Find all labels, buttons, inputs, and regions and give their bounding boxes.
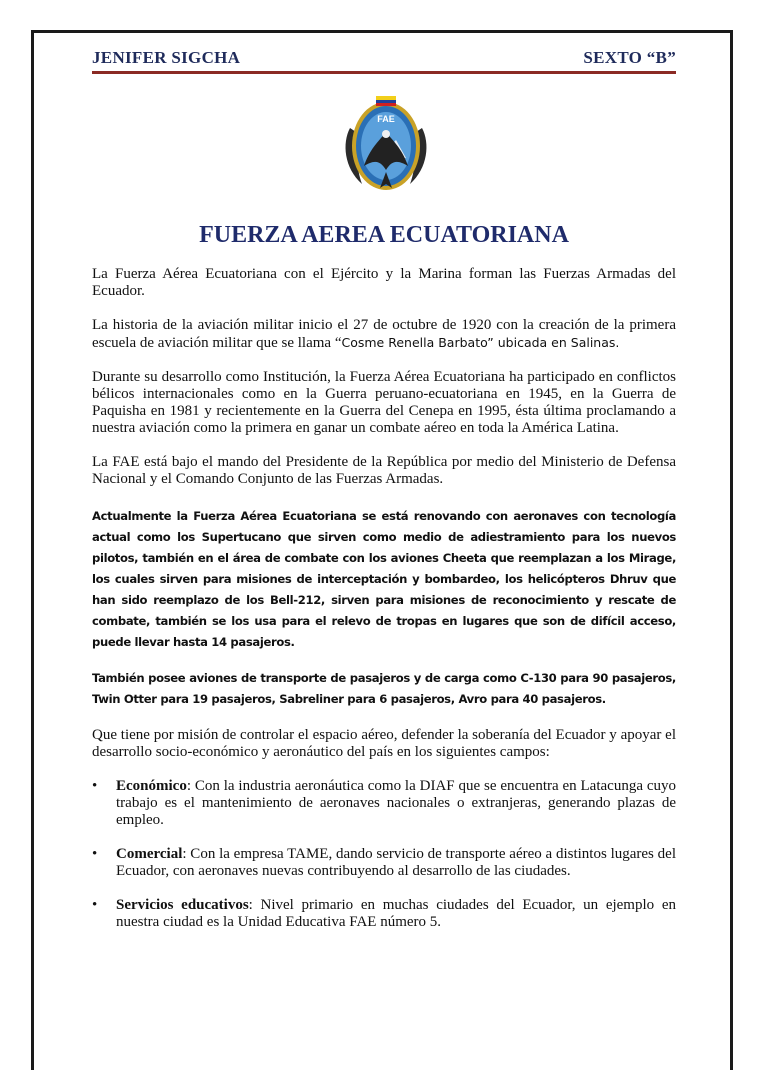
paragraph-4: La FAE está bajo el mando del Presidente de la República por medio del Ministerio de Defensa Nacional y el Comando Conjunto de las Fuerzas Armadas. bbox=[92, 454, 676, 487]
fae-emblem-icon bbox=[340, 88, 432, 200]
mission-fields-list bbox=[92, 778, 676, 931]
author-name: JENIFER SIGCHA bbox=[92, 48, 241, 67]
bullet-icon: • bbox=[92, 778, 98, 794]
list-item-economico bbox=[92, 778, 676, 829]
list-item-text: : Con la empresa TAME, dando servicio de transporte aéreo a distintos lugares del Ecuador, con aeronaves nuevas contribuyendo al desarrollo de las ciudades. bbox=[116, 846, 676, 879]
list-item-term: Comercial bbox=[116, 846, 183, 862]
fae-emblem-label: FAE bbox=[377, 114, 395, 124]
list-item-text: : Nivel primario en muchas ciudades del Ecuador, un ejemplo en nuestra ciudad es la Unidad Educativa FAE número 5. bbox=[116, 897, 676, 930]
bullet-icon: • bbox=[92, 846, 98, 862]
document-body bbox=[92, 266, 676, 948]
page-header bbox=[92, 48, 676, 68]
list-item-term: Económico bbox=[116, 778, 187, 794]
header-rule bbox=[92, 71, 676, 74]
paragraph-2 bbox=[92, 317, 676, 352]
paragraph-5: Actualmente la Fuerza Aérea Ecuatoriana se está renovando con aeronaves con tecnología actual como los Supertucano que sirven como medio de adiestramiento para los nuevos pilotos, también en el área de combate con los aviones Cheeta que reemplazan a los Mirage, los cuales sirven para misiones de interceptación y bombardeo, los helicópteros Dhruv que han sido reemplazo de los Bell-212, sirven para misiones de reconocimiento y rescate de combate, también se los usa para el relevo de tropas en lugares que son de difícil acceso, puede llevar hasta 14 pasajeros. bbox=[92, 509, 676, 649]
paragraph-3: Durante su desarrollo como Institución, la Fuerza Aérea Ecuatoriana ha participado en conflictos bélicos internacionales como en la Guerra peruano-ecuatoriana en 1945, en la Guerra de Paquisha en 1981 y recientemente en la Guerra del Cenepa en 1995, ésta última proclamando a nuestra aviación como la primera en ganar un combate aéreo en toda la América Latina. bbox=[92, 369, 676, 436]
paragraph-7: Que tiene por misión de controlar el espacio aéreo, defender la soberanía del Ecuador y apoyar el desarrollo socio-económico y aeronáutico del país en los siguientes campos: bbox=[92, 727, 676, 760]
paragraph-2-text: La historia de la aviación militar inicio el 27 de octubre de 1920 con la creación de la primera escuela de aviación militar que se llama “ bbox=[92, 317, 676, 351]
page-title: FUERZA AEREA ECUATORIANA bbox=[199, 222, 569, 248]
list-item-comercial bbox=[92, 846, 676, 880]
list-item-text: : Con la industria aeronáutica como la DIAF que se encuentra en Latacunga cuyo trabajo es el mantenimiento de aeronaves nacionales o extranjeras, generando plazas de empleo. bbox=[116, 778, 676, 828]
list-item-term: Servicios educativos bbox=[116, 897, 249, 913]
paragraph-2-school-name: Cosme Renella Barbato” ubicada en Salinas. bbox=[341, 335, 620, 350]
paragraph-6: También posee aviones de transporte de pasajeros y de carga como C-130 para 90 pasajeros, Twin Otter para 19 pasajeros, Sabreliner para 6 pasajeros, Avro para 40 pasajeros. bbox=[92, 671, 676, 706]
bullet-icon: • bbox=[92, 897, 98, 913]
class-section: SEXTO “B” bbox=[583, 48, 676, 67]
paragraph-1: La Fuerza Aérea Ecuatoriana con el Ejército y la Marina forman las Fuerzas Armadas del Ecuador. bbox=[92, 266, 676, 299]
list-item-servicios-educativos bbox=[92, 897, 676, 931]
